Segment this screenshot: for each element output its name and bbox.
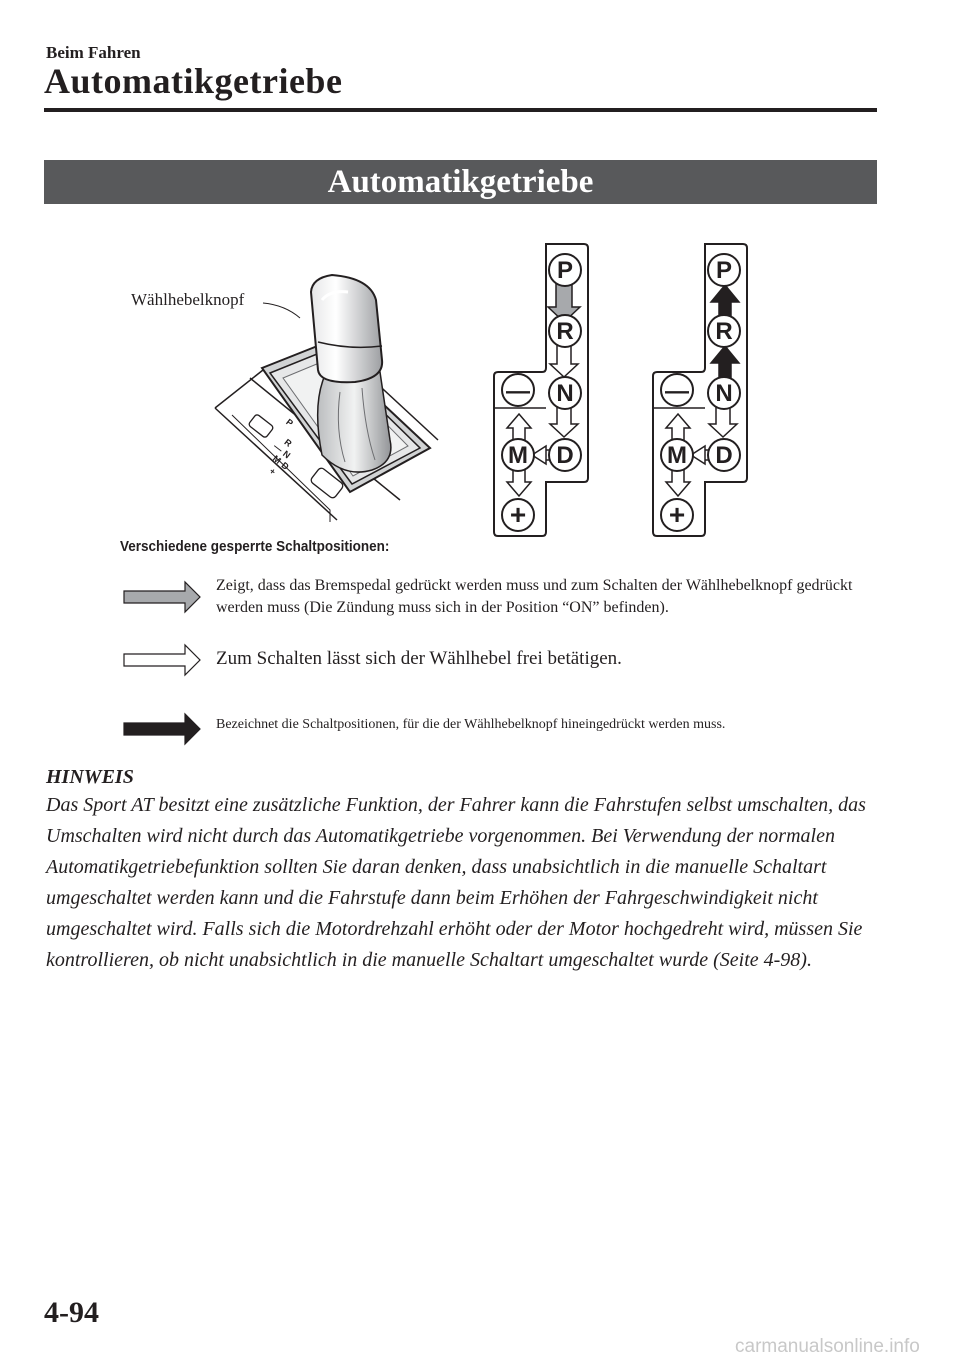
gear-m-label: M: [667, 442, 687, 469]
console-marking: M: [270, 453, 283, 466]
legend-title: Verschiedene gesperrte Schaltpositionen:: [120, 538, 390, 555]
svg-text:N: [281, 449, 292, 461]
gate-diagram-left: [494, 244, 588, 536]
console-marking: +: [267, 465, 278, 477]
gear-minus-label: —: [506, 378, 530, 405]
gear-n-label: N: [715, 380, 733, 407]
gear-p-label: P: [715, 257, 733, 284]
legend-item-text: Zeigt, dass das Bremspedal gedrückt werden muss und zum Schalten der Wählhebelknopf gedrückt werden muss (Die Zündung muss sich in der Position “ON” befinden).: [216, 577, 853, 616]
note-title: HINWEIS: [46, 766, 134, 788]
knob-label: Wählhebelknopf: [131, 290, 245, 309]
legend-item-text: Bezeichnet die Schaltpositionen, für die der Wählhebelknopf hineingedrückt werden muss.: [216, 717, 726, 732]
gate-diagram-right: [653, 244, 747, 536]
shift-lever-drawing: [215, 275, 438, 522]
black-arrow-icon: [711, 346, 739, 380]
svg-text:P: [284, 417, 295, 429]
page-number: 4-94: [44, 1296, 99, 1329]
gear-r-label: R: [556, 318, 574, 345]
gray-arrow-icon: [124, 582, 200, 612]
svg-text:+: [267, 466, 277, 477]
console-marking: D: [279, 460, 291, 472]
legend-item-text: Zum Schalten lässt sich der Wählhebel frei betätigen.: [216, 648, 622, 669]
gear-minus-label: —: [665, 378, 689, 405]
gear-d-label: D: [715, 442, 733, 469]
white-arrow-icon: [124, 645, 200, 675]
section-banner: Automatikgetriebe: [44, 160, 877, 204]
gear-m-label: M: [508, 442, 528, 469]
white-arrow-icon: [550, 345, 578, 377]
gear-r-label: R: [715, 318, 733, 345]
gear-plus-label: +: [509, 499, 527, 530]
watermark: carmanualsonline.info: [735, 1336, 920, 1357]
console-marking: N: [280, 448, 293, 461]
note-body: Das Sport AT besitzt eine zusätzliche Funktion, der Fahrer kann die Fahrstufen selbst umschalten, das Umschalten wird nicht durch das Automatikgetriebe vorgenommen. Bei Verwendung der normalen Automatikgetriebefunktion sollten Sie daran denken, dass unabsichtlich in die manuelle Schaltart umgeschaltet werden kann und die Fahrstufe dann beim Erhöhen der Fahrgeschwindigkeit nicht umgeschaltet wird. Falls sich die Motordrehzahl erhöht oder der Motor hochgedreht wird, müssen Sie kontrollieren, ob nicht unabsichtlich in die manuelle Schaltart umgeschaltet wurde (Seite 4-98).: [46, 794, 866, 971]
gear-n-label: N: [556, 380, 574, 407]
gear-p-label: P: [556, 257, 574, 284]
console-marking: R: [282, 436, 294, 449]
console-marking: —: [271, 441, 285, 455]
gear-plus-label: +: [668, 499, 686, 530]
page-title: Automatikgetriebe: [44, 61, 343, 101]
black-arrow-icon: [124, 714, 200, 744]
console-marking: P: [284, 416, 296, 429]
section-kicker: Beim Fahren: [46, 43, 141, 62]
gear-d-label: D: [556, 442, 574, 469]
